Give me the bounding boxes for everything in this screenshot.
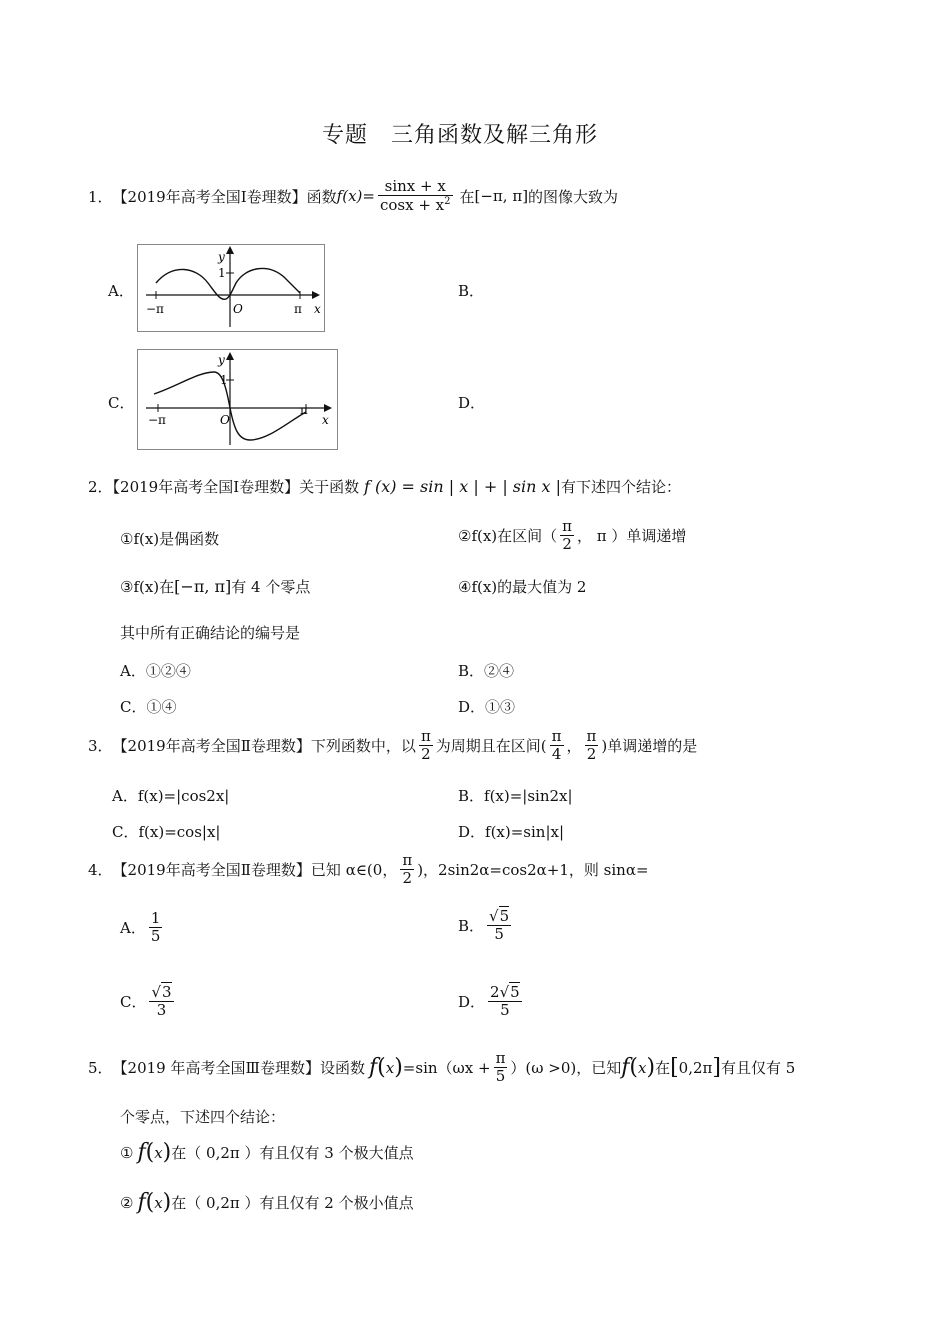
q4-c-den: 3 xyxy=(156,1001,167,1020)
q4-option-d[interactable] xyxy=(458,984,525,1020)
q2-option-d[interactable]: D．①③ xyxy=(458,698,516,716)
sqrt-icon: √ xyxy=(499,983,510,1001)
q4-b-label: B． xyxy=(458,917,485,936)
q5-s1-f: f xyxy=(137,1140,146,1165)
q4-option-a[interactable] xyxy=(120,910,165,946)
q1-interval: [−π, π] xyxy=(474,187,529,206)
q3-option-d[interactable]: D．f(x)=sin|x| xyxy=(458,823,565,841)
q4-b-numer xyxy=(487,908,511,926)
q4-fraction xyxy=(400,852,414,888)
y-axis-arrow-icon xyxy=(226,352,234,360)
q5-f2-arg: x xyxy=(638,1058,647,1077)
q5-f2: f xyxy=(621,1055,630,1081)
q4-d-num: 5 xyxy=(510,983,520,1001)
q1-option-c-label[interactable]: C． xyxy=(108,394,135,412)
q1-mid: 在 xyxy=(459,187,475,206)
q3-option-a[interactable]: A．f(x)=|cos2x| xyxy=(112,787,230,805)
q3-number: 3． xyxy=(88,737,113,756)
q4-suffix: )，2sin2α=cos2α+1，则 sinα= xyxy=(417,861,649,880)
graph-y-label: y xyxy=(218,250,225,264)
q5-s1-text: 在（ 0,2π ）有且仅有 3 个极大值点 xyxy=(171,1144,414,1162)
q1-graph-a xyxy=(137,244,325,332)
q1-option-a-label[interactable]: A． xyxy=(108,282,134,300)
q1-den-expr: cosx + x xyxy=(379,196,445,215)
graph-x-label: x xyxy=(314,302,321,316)
q5-continuation: 个零点，下述四个结论： xyxy=(120,1108,286,1126)
q1-den-sup: 2 xyxy=(444,196,451,208)
q1-fx: f(x)= xyxy=(336,187,375,206)
q2-option-a[interactable]: A．①②④ xyxy=(120,662,191,680)
q5-s2-text: 在（ 0,2π ）有且仅有 2 个极小值点 xyxy=(171,1194,414,1212)
q2-s3-suffix: 有 4 个零点 xyxy=(231,578,311,596)
q5-s2-paren-close: ) xyxy=(162,1190,172,1215)
q5-s1-paren-open: ( xyxy=(145,1140,155,1165)
x-axis-arrow-icon xyxy=(324,404,332,412)
q2-source: 【2019年高考全国Ⅰ卷理数】 xyxy=(112,478,300,496)
graph-x-label: x xyxy=(322,413,329,427)
question-4 xyxy=(88,852,649,888)
graph-origin-label: O xyxy=(220,413,230,427)
question-2 xyxy=(88,476,681,497)
y-axis-arrow-icon xyxy=(226,246,234,254)
q1-numerator: sinx + x xyxy=(378,178,453,196)
q1-suffix: 的图像大致为 xyxy=(528,187,619,206)
q3-option-b[interactable]: B．f(x)=|sin2x| xyxy=(458,787,573,805)
q5-n: π xyxy=(495,1049,506,1067)
q2-option-c[interactable]: C．①④ xyxy=(120,698,177,716)
q1-option-d-label[interactable]: D． xyxy=(458,394,486,412)
q3-source: 【2019年高考全国Ⅱ卷理数】 xyxy=(112,737,311,756)
q3-sep: ， xyxy=(566,737,582,756)
q2-formula: f (x) = sin | x | + | sin x | xyxy=(363,477,562,496)
q3-fraction-period xyxy=(419,728,433,764)
q4-c-numer xyxy=(149,984,173,1002)
q2-statement-1: ①f(x)是偶函数 xyxy=(120,530,220,548)
q5-source: 【2019 年高考全国Ⅲ卷理数】 xyxy=(112,1059,320,1078)
q2-suffix: 有下述四个结论： xyxy=(561,478,682,496)
q4-a-num: 1 xyxy=(150,909,161,927)
q4-d-numer xyxy=(488,984,522,1002)
q4-number: 4． xyxy=(88,861,113,880)
q4-d-label: D． xyxy=(458,993,486,1012)
q4-b-fraction xyxy=(487,908,511,944)
q2-s2-fraction xyxy=(560,518,574,554)
q3-prefix: 下列函数中，以 xyxy=(310,737,416,756)
q5-eq: =sin（ωx + xyxy=(402,1059,491,1078)
q4-option-c[interactable] xyxy=(120,984,177,1020)
q5-interval: 0,2π xyxy=(678,1058,713,1077)
q5-fraction xyxy=(494,1050,508,1086)
graph-neg-pi-label: −π xyxy=(146,302,164,316)
q4-n: π xyxy=(402,851,413,869)
q4-a-fraction xyxy=(149,910,163,946)
page-title: 专题 三角函数及解三角形 xyxy=(322,123,599,148)
q2-statement-3 xyxy=(120,576,310,597)
graph-origin-label: O xyxy=(233,302,243,316)
q2-s2-suffix: ， π ）单调递增 xyxy=(577,527,687,546)
graph-y-label: y xyxy=(218,353,225,367)
q3-option-c[interactable]: C．f(x)=cos|x| xyxy=(112,823,221,841)
q1-option-b-label[interactable]: B． xyxy=(458,282,485,300)
q4-d-den: 5 xyxy=(500,1001,510,1020)
q5-suffix: 有且仅有 5 xyxy=(720,1059,796,1078)
q3-n1: π xyxy=(420,727,431,745)
q1-graph-c xyxy=(137,349,338,450)
q5-number: 5． xyxy=(88,1059,113,1078)
q4-d-fraction xyxy=(488,984,522,1020)
q5-s1-mark: ① xyxy=(120,1143,134,1162)
q4-prefix: 已知 α∈(0， xyxy=(310,861,398,880)
q5-f-paren-open: ( xyxy=(377,1055,386,1081)
sqrt-icon: √ xyxy=(151,983,162,1001)
q3-n2: π xyxy=(551,727,562,745)
q1-fraction xyxy=(378,178,453,215)
q5-s2-arg: x xyxy=(154,1193,163,1212)
q4-source: 【2019年高考全国Ⅱ卷理数】 xyxy=(112,861,311,880)
q4-b-num: 5 xyxy=(499,907,510,925)
q2-number: 2． xyxy=(88,478,113,496)
q3-suffix: )单调递增的是 xyxy=(601,737,698,756)
q5-bracket-open: [ xyxy=(670,1055,679,1081)
q3-n3: π xyxy=(586,727,597,745)
q4-d-coef: 2 xyxy=(490,983,500,1001)
graph-pi-label: π xyxy=(300,403,308,417)
q5-f2-paren-close: ) xyxy=(646,1055,656,1081)
q5-f-paren-close: ) xyxy=(394,1055,403,1081)
q4-a-label: A． xyxy=(120,919,146,938)
q2-prefix: 关于函数 xyxy=(299,478,360,496)
q2-s2-num: π xyxy=(562,517,573,535)
q1-number: 1． xyxy=(88,187,113,206)
q1-source: 【2019年高考全国Ⅰ卷理数】 xyxy=(112,187,307,206)
q5-d: 5 xyxy=(495,1067,506,1086)
graph-one-label: 1 xyxy=(218,266,226,280)
q5-s2-paren-open: ( xyxy=(145,1190,155,1215)
q4-c-num: 3 xyxy=(162,983,172,1001)
q5-cond: ）(ω >0)，已知 xyxy=(510,1059,622,1078)
q3-fraction-left xyxy=(550,728,564,764)
q4-a-den: 5 xyxy=(150,927,161,946)
q2-s2-prefix: ②f(x)在区间（ xyxy=(458,527,558,546)
q5-statement-1 xyxy=(120,1140,414,1165)
q3-fraction-right xyxy=(585,728,599,764)
q1-denominator xyxy=(378,196,453,214)
q3-d1: 2 xyxy=(421,745,431,764)
q5-f: f xyxy=(368,1055,378,1081)
q5-s1-paren-close: ) xyxy=(162,1140,172,1165)
q5-f-arg: x xyxy=(385,1058,395,1077)
q4-d: 2 xyxy=(402,869,413,888)
graph-pi-label: π xyxy=(294,302,302,316)
q2-s2-den: 2 xyxy=(562,535,572,554)
q1-prefix: 函数 xyxy=(306,187,337,206)
q5-mid: 在 xyxy=(655,1059,671,1078)
q3-mid: 为周期且在区间( xyxy=(435,737,547,756)
q4-option-b[interactable] xyxy=(458,908,514,944)
q2-s3-interval: [−π, π] xyxy=(174,577,232,596)
q2-ask: 其中所有正确结论的编号是 xyxy=(120,624,301,642)
q5-statement-2 xyxy=(120,1190,414,1215)
q2-option-b[interactable]: B．②④ xyxy=(458,662,515,680)
q4-b-den: 5 xyxy=(494,925,504,944)
q5-prefix: 设函数 xyxy=(319,1059,365,1078)
question-1 xyxy=(88,178,618,215)
q4-c-fraction xyxy=(149,984,173,1020)
q5-s1-arg: x xyxy=(154,1143,163,1162)
q2-statement-4: ④f(x)的最大值为 2 xyxy=(458,578,587,596)
question-5 xyxy=(88,1050,795,1086)
graph-one-label: 1 xyxy=(220,373,228,387)
q5-bracket-close: ] xyxy=(712,1055,721,1081)
q2-statement-2 xyxy=(458,518,686,554)
q5-s2-mark: ② xyxy=(120,1193,134,1212)
question-3 xyxy=(88,728,697,764)
q4-c-label: C． xyxy=(120,993,147,1012)
q2-s3-prefix: ③f(x)在 xyxy=(120,578,175,596)
q3-d3: 2 xyxy=(586,745,597,764)
q3-d2: 4 xyxy=(551,745,562,764)
sqrt-icon: √ xyxy=(489,907,499,925)
q5-s2-f: f xyxy=(137,1190,146,1215)
graph-neg-pi-label: −π xyxy=(148,413,166,427)
x-axis-arrow-icon xyxy=(312,291,320,299)
q5-f2-paren-open: ( xyxy=(629,1055,638,1081)
